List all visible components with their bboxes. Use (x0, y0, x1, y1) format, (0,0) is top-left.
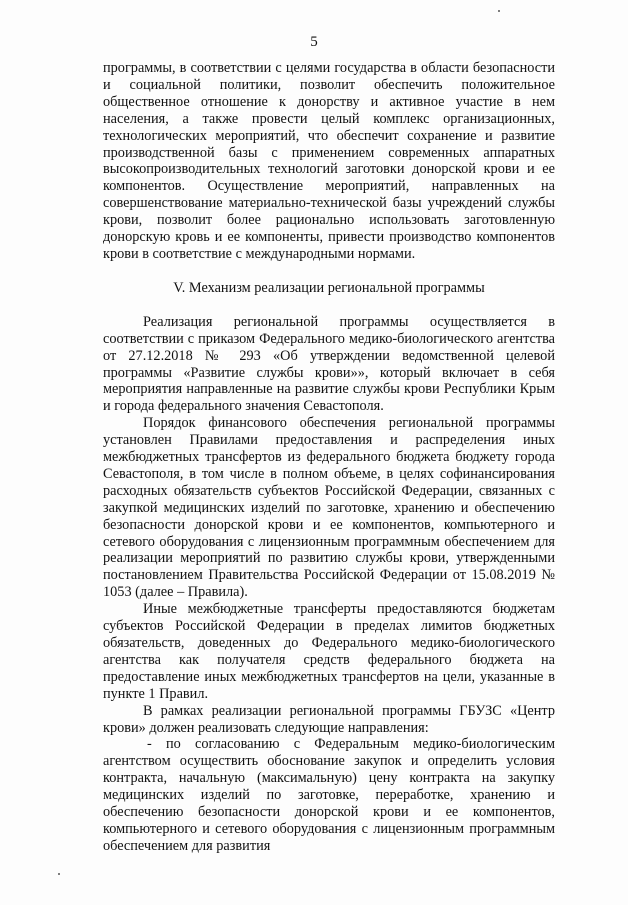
scan-speck (498, 10, 500, 12)
section-heading: V. Механизм реализации региональной программы (173, 279, 485, 296)
scan-speck (58, 873, 60, 875)
paragraph: Иные межбюджетные трансферты предоставляются бюджетам субъектов Российской Федерации в пределах лимитов бюджетных обязательств, доведенных до Федерального медико-биологического агентства как получателя средств федерального бюджета на предоставление иных межбюджетных трансфертов на цели, указанные в пункте 1 Правил. (103, 601, 555, 702)
page-number: 5 (310, 34, 318, 50)
document-body (103, 60, 555, 855)
list-item: - по согласованию с Федеральным медико-биологическим агентством осуществить обоснование закупок и определить условия контракта, начальную (максимальную) цену контракта на закупку медицинских изделий по заготовке, переработке, хранению и обеспечению безопасности донорской крови и ее компонентов, компьютерного и сетевого оборудования с лицензионным программным обеспечением для развития (103, 736, 555, 854)
paragraph: В рамках реализации региональной программы ГБУЗС «Центр крови» должен реализовать следующие направления: (103, 702, 555, 736)
paragraph: Порядок финансового обеспечения региональной программы установлен Правилами предоставления и распределения иных межбюджетных трансфертов из федерального бюджета бюджету города Севастополя, в том числе в полном объеме, в целях софинансирования расходных обязательств субъектов Российской Федерации, связанных с закупкой медицинских изделий по заготовке, хранению и обеспечению безопасности донорской крови и ее компонентов, компьютерного и сетевого оборудования с лицензионным программным обеспечением для реализации мероприятий по развитию службы крови, утвержденными постановлением Правительства Российской Федерации от 15.08.2019 № 1053 (далее – Правила). (103, 415, 555, 601)
paragraph: Реализация региональной программы осуществляется в соответствии с приказом Федерального медико-биологического агентства от 27.12.2018 № 293 «Об утверждении ведомственной целевой программы «Развитие службы крови»», который включает в себя мероприятия направленные на развитие службы крови Республики Крым и города федерального значения Севастополя. (103, 313, 555, 415)
paragraph-continuation: программы, в соответствии с целями государства в области безопасности и социальной политики, позволит обеспечить положительное общественное отношение к донорству и активное участие в нем населения, а также провести целый комплекс организационных, технологических мероприятий, что обеспечит сохранение и развитие производственной базы с применением современных аппаратных высокопроизводительных технологий заготовки донорской крови и ее компонентов. Осуществление мероприятий, направленных на совершенствование материально-технической базы учреждений службы крови, позволит более рационально использовать заготовленную донорскую кровь и ее компоненты, привести производство компонентов крови в соответствие с международными нормами. (103, 60, 555, 262)
